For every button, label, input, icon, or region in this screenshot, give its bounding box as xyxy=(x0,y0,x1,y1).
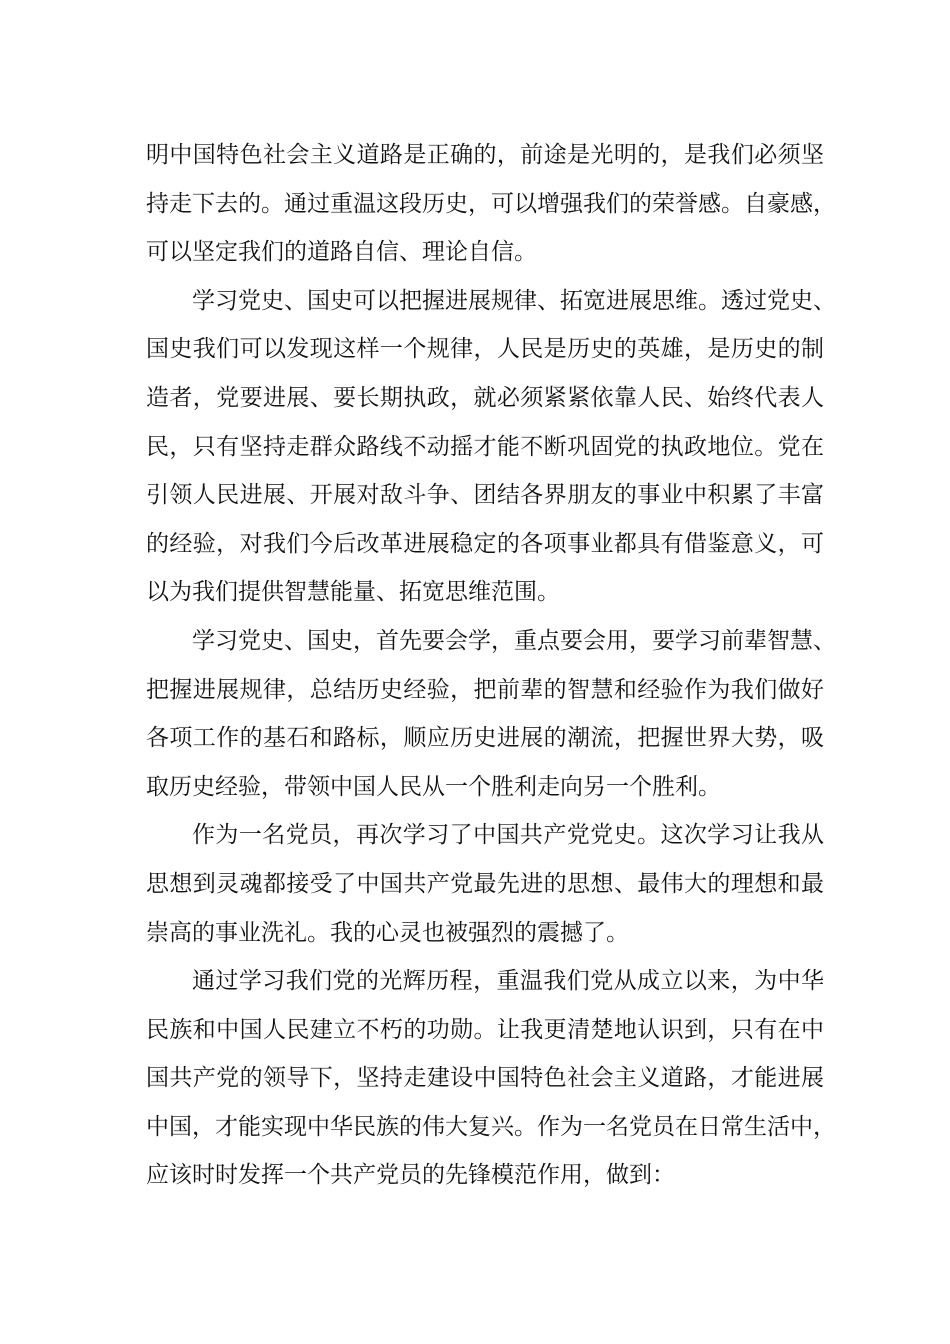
text-line: 把握进展规律，总结历史经验，把前辈的智慧和经验作为我们做好 xyxy=(146,676,824,703)
text-line: 通过学习我们党的光辉历程，重温我们党从成立以来，为中华 xyxy=(192,968,824,995)
text-line: 思想到灵魂都接受了中国共产党最先进的思想、最伟大的理想和最 xyxy=(146,870,824,897)
text-line: 学习党史、国史，首先要会学，重点要会用，要学习前辈智慧、 xyxy=(192,627,836,654)
text-line: 持走下去的。通过重温这段历史，可以增强我们的荣誉感。自豪感， xyxy=(146,190,836,217)
text-line: 的经验，对我们今后改革进展稳定的各项事业都具有借鉴意义，可 xyxy=(146,530,824,557)
text-line: 应该时时发挥一个共产党员的先锋模范作用，做到： xyxy=(146,1162,675,1189)
text-line: 国共产党的领导下，坚持走建设中国特色社会主义道路，才能进展 xyxy=(146,1065,824,1092)
text-line: 崇高的事业洗礼。我的心灵也被强烈的震撼了。 xyxy=(146,919,629,946)
paragraph-3 xyxy=(146,617,836,811)
text-line: 各项工作的基石和路标，顺应历史进展的潮流，把握世界大势，吸 xyxy=(146,725,824,752)
text-line: 学习党史、国史可以把握进展规律、拓宽进展思维。透过党史、 xyxy=(192,287,836,314)
paragraph-1 xyxy=(146,131,836,277)
text-line: 以为我们提供智慧能量、拓宽思维范围。 xyxy=(146,579,560,606)
text-line: 民，只有坚持走群众路线不动摇才能不断巩固党的执政地位。党在 xyxy=(146,433,824,460)
text-line: 取历史经验，带领中国人民从一个胜利走向另一个胜利。 xyxy=(146,773,721,800)
text-line: 国史我们可以发现这样一个规律，人民是历史的英雄，是历史的制 xyxy=(146,336,824,363)
text-line: 中国，才能实现中华民族的伟大复兴。作为一名党员在日常生活中， xyxy=(146,1113,836,1140)
text-line: 明中国特色社会主义道路是正确的，前途是光明的，是我们必须坚 xyxy=(146,142,824,168)
text-line: 可以坚定我们的道路自信、理论自信。 xyxy=(146,239,537,266)
paragraph-5 xyxy=(146,957,836,1200)
document-body xyxy=(146,131,836,1200)
text-line: 民族和中国人民建立不朽的功勋。让我更清楚地认识到，只有在中 xyxy=(146,1016,824,1043)
paragraph-4 xyxy=(146,811,824,957)
text-line: 造者，党要进展、要长期执政，就必须紧紧依靠人民、始终代表人 xyxy=(146,384,824,411)
text-line: 作为一名党员，再次学习了中国共产党党史。这次学习让我从 xyxy=(192,822,824,849)
paragraph-2 xyxy=(146,277,836,617)
text-line: 引领人民进展、开展对敌斗争、团结各界朋友的事业中积累了丰富 xyxy=(146,482,824,509)
